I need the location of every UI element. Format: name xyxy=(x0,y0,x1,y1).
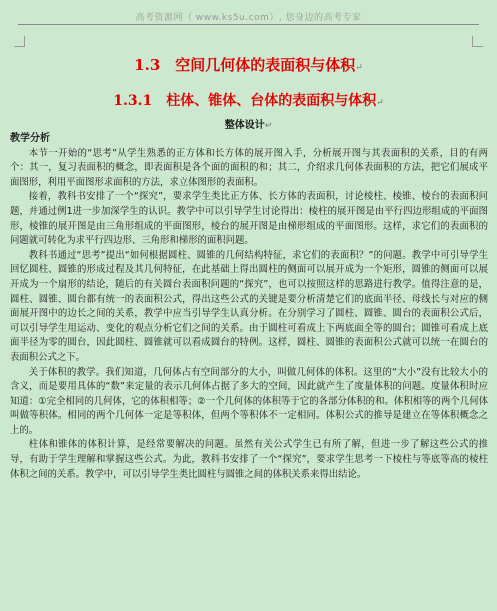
paragraph: 关于体积的教学。我们知道，几何体占有空间部分的大小，叫做几何体的体积。这里的“大小”没有比较大小的含义，而是要用具体的“数”来定量的表示几何体占据了多大的空间，因此就产生了度量体积的问题。度量体积时应知道：①完全相同的几何体，它的体积相等；②一个几何体的体积等于它的各部分体积的和。体积相等的两个几何体叫做等积体。相同的两个几何体一定是等积体，但两个等积体不一定相同。体积公式的推导是建立在等体积概念之上的。 xyxy=(10,366,488,436)
crop-mark-top-right xyxy=(472,36,483,47)
paragraph: 接着，教科书安排了一个“探究”，要求学生类比正方体、长方体的表面积，讨论棱柱、棱锥、棱台的表面积问题，并通过例1进一步加深学生的认识。教学中可以引导学生讨论得出：棱柱的展开图是由平行四边形组成的平面图形，棱锥的展开图是由三角形组成的平面图形，棱台的展开图是由梯形组成的平面图形。这样，求它们的表面积的问题就可转化为求平行四边形、三角形和梯形的面积问题。 xyxy=(10,191,488,247)
subsection-title xyxy=(0,90,497,110)
document-body xyxy=(10,132,488,482)
page-header: 高考资源网（ www.ks5u.com）, 您身边的高考专家 xyxy=(135,13,362,23)
paragraph: 柱体和锥体的体积计算，是经常要解决的问题。虽然有关公式学生已有所了解，但进一步了解这些公式的推导，有助于学生理解和掌握这些公式。为此，教科书安排了一个“探究”，要求学生思考一下棱柱与等底等高的棱柱体积之间的关系。教学中，可以引导学生类比圆柱与圆锥之间的体积关系来得出结论。 xyxy=(10,439,488,480)
design-heading-text: 整体设计 xyxy=(224,120,265,131)
paragraph-mark-icon: ↵ xyxy=(264,121,273,131)
section-title xyxy=(0,54,497,75)
crop-mark-top-left xyxy=(14,36,25,47)
subsection-title-text: 1.3.1 柱体、锥体、台体的表面积与体积 xyxy=(113,93,377,109)
paragraph-mark-icon: ↵ xyxy=(355,63,363,73)
paragraph-mark-icon: ↵ xyxy=(376,98,384,108)
header-rule xyxy=(18,24,479,25)
analysis-heading: 教学分析 xyxy=(10,133,50,144)
design-heading xyxy=(0,116,497,131)
section-title-text: 1.3 空间几何体的表面积与体积 xyxy=(134,56,356,74)
paragraph: 教科书通过“思考”提出“如何根据圆柱、圆锥的几何结构特征，求它们的表面积？”的问题。教学中可引导学生回忆圆柱、圆锥的形成过程及其几何特征，在此基础上得出圆柱的侧面可以展开成为一个矩形，圆锥的侧面可以展开成为一个扇形的结论，随后的有关圆台表面积问题的“探究”，也可以按照这样的思路进行教学。值得注意的是，圆柱、圆锥、圆台都有统一的表面积公式，得出这些公式的关键是要分析清楚它们的底面半径、母线长与对应的侧面展开图中的边长之间的关系，教学中应当引导学生认真分析。在分别学习了圆柱、圆锥、圆台的表面积公式后，可以引导学生用运动、变化的观点分析它们之间的关系。由于圆柱可看成上下两底面全等的圆台；圆锥可看成上底面半径为零的圆台，因此圆柱、圆锥就可以看成圆台的特例。这样，圆柱、圆锥的表面积公式就可以统一在圆台的表面积公式之下。 xyxy=(10,249,488,363)
paragraph: 本节一开始的“思考”从学生熟悉的正方体和长方体的展开图入手，分析展开图与其表面积的关系，目的有两个：其一，复习表面积的概念，即表面积是各个面的面积的和；其二，介绍求几何体表面积的方法，把它们展成平面图形，利用平面图形求面积的方法，求立体图形的表面积。 xyxy=(10,147,488,188)
